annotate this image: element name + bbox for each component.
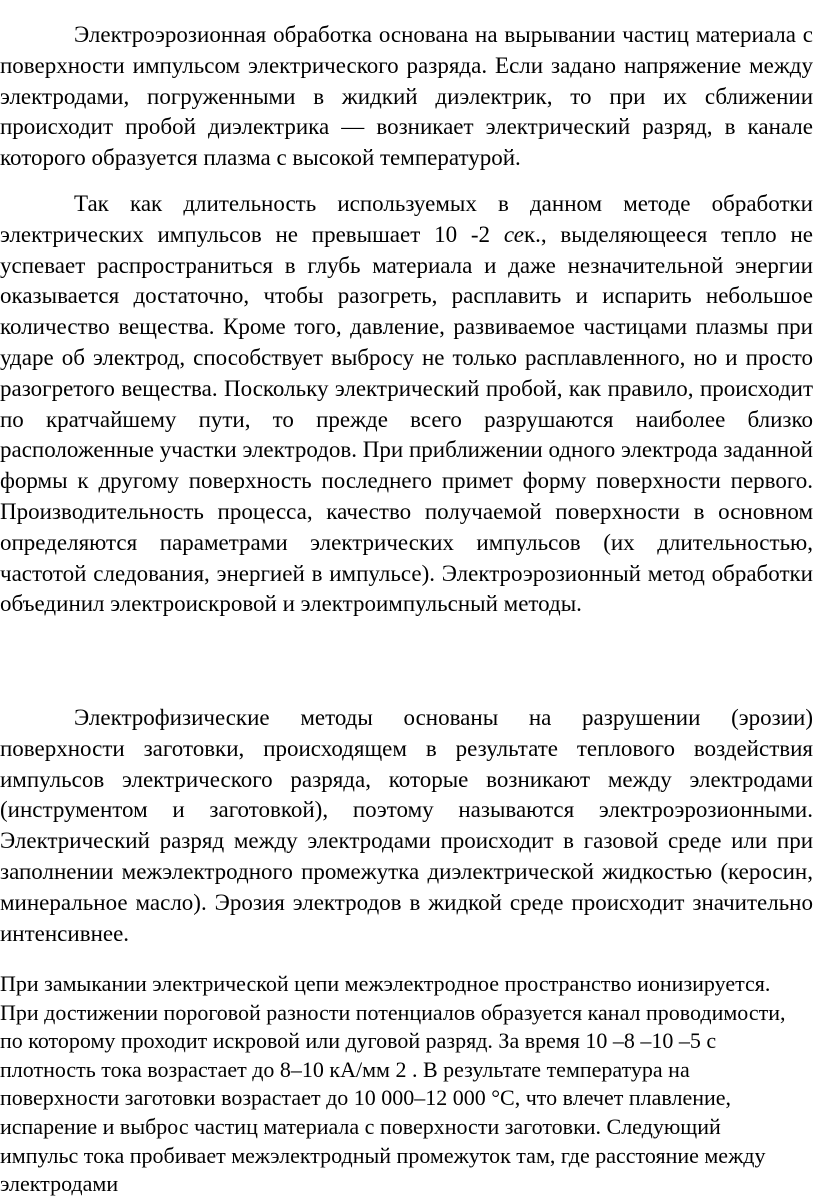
paragraph-pulse-duration — [0, 189, 813, 620]
paragraph-electrophysical-methods: Электрофизические методы основаны на разрушении (эрозии) поверхности заготовки, происходящем в результате теплового воздействия импульсов электрического разряда, которые возникают между электродами (инструментом и заготовкой), поэтому называются электроэрозионными. Электрический разряд между электродами происходит в газовой среде или при заполнении межэлектродного промежутка диэлектрической жидкостью (керосин, минеральное масло). Эрозия электродов в жидкой среде происходит значительно интенсивнее. — [0, 705, 813, 946]
paragraph-pulse-duration-start: Так как длительность используемых в данном методе обработки электрических импульсов не превышает 10 -2 — [0, 191, 813, 247]
paragraph-electroerosion-intro: Электроэрозионная обработка основана на вырывании частиц материала с поверхности импульсом электрического разряда. Если задано напряжение между электродами, погруженными в жидкий диэлектрик, то при их сближении происходит пробой диэлектрика — возникает электрический разряд, в канале которого образуется плазма с высокой температурой. — [0, 22, 813, 171]
seconds-unit-italic: се — [503, 221, 524, 247]
paragraph-circuit-closure: При замыкании электрической цепи межэлектродное пространство ионизируется. При достижении пороговой разности потенциалов образуется канал проводимости, по которому проходит искровой или дуговой разряд. За время 10 –8 –10 –5 с плотность тока возрастает до 8–10 кА/мм 2 . В результате температура на поверхности заготовки возрастает до 10 000–12 000 °С, что влечет плавление, испарение и выброс частиц материала с поверхности заготовки. Следующий импульс тока пробивает межэлектродный промежуток там, где расстояние между электродами — [0, 971, 786, 1197]
paragraph-pulse-duration-rest: к., выделяющееся тепло не успевает распространиться в глубь материала и даже незначительной энергии оказывается достаточно, чтобы разогреть, расплавить и испарить небольшое количество вещества. Кроме того, давление, развиваемое частицами плазмы при ударе об электрод, способствует выбросу не только расплавленного, но и просто разогретого вещества. Поскольку электрический пробой, как правило, происходит по кратчайшему пути, то прежде всего разрушаются наиболее близко расположенные участки электродов. При приближении одного электрода заданной формы к другому поверхность последнего примет форму поверхности первого. Производительность процесса, качество получаемой поверхности в основном определяются параметрами электрических импульсов (их длительностью, частотой следования, энергией в импульсе). Электроэрозионный метод обработки объединил электроискровой и электроимпульсный методы. — [0, 221, 813, 617]
